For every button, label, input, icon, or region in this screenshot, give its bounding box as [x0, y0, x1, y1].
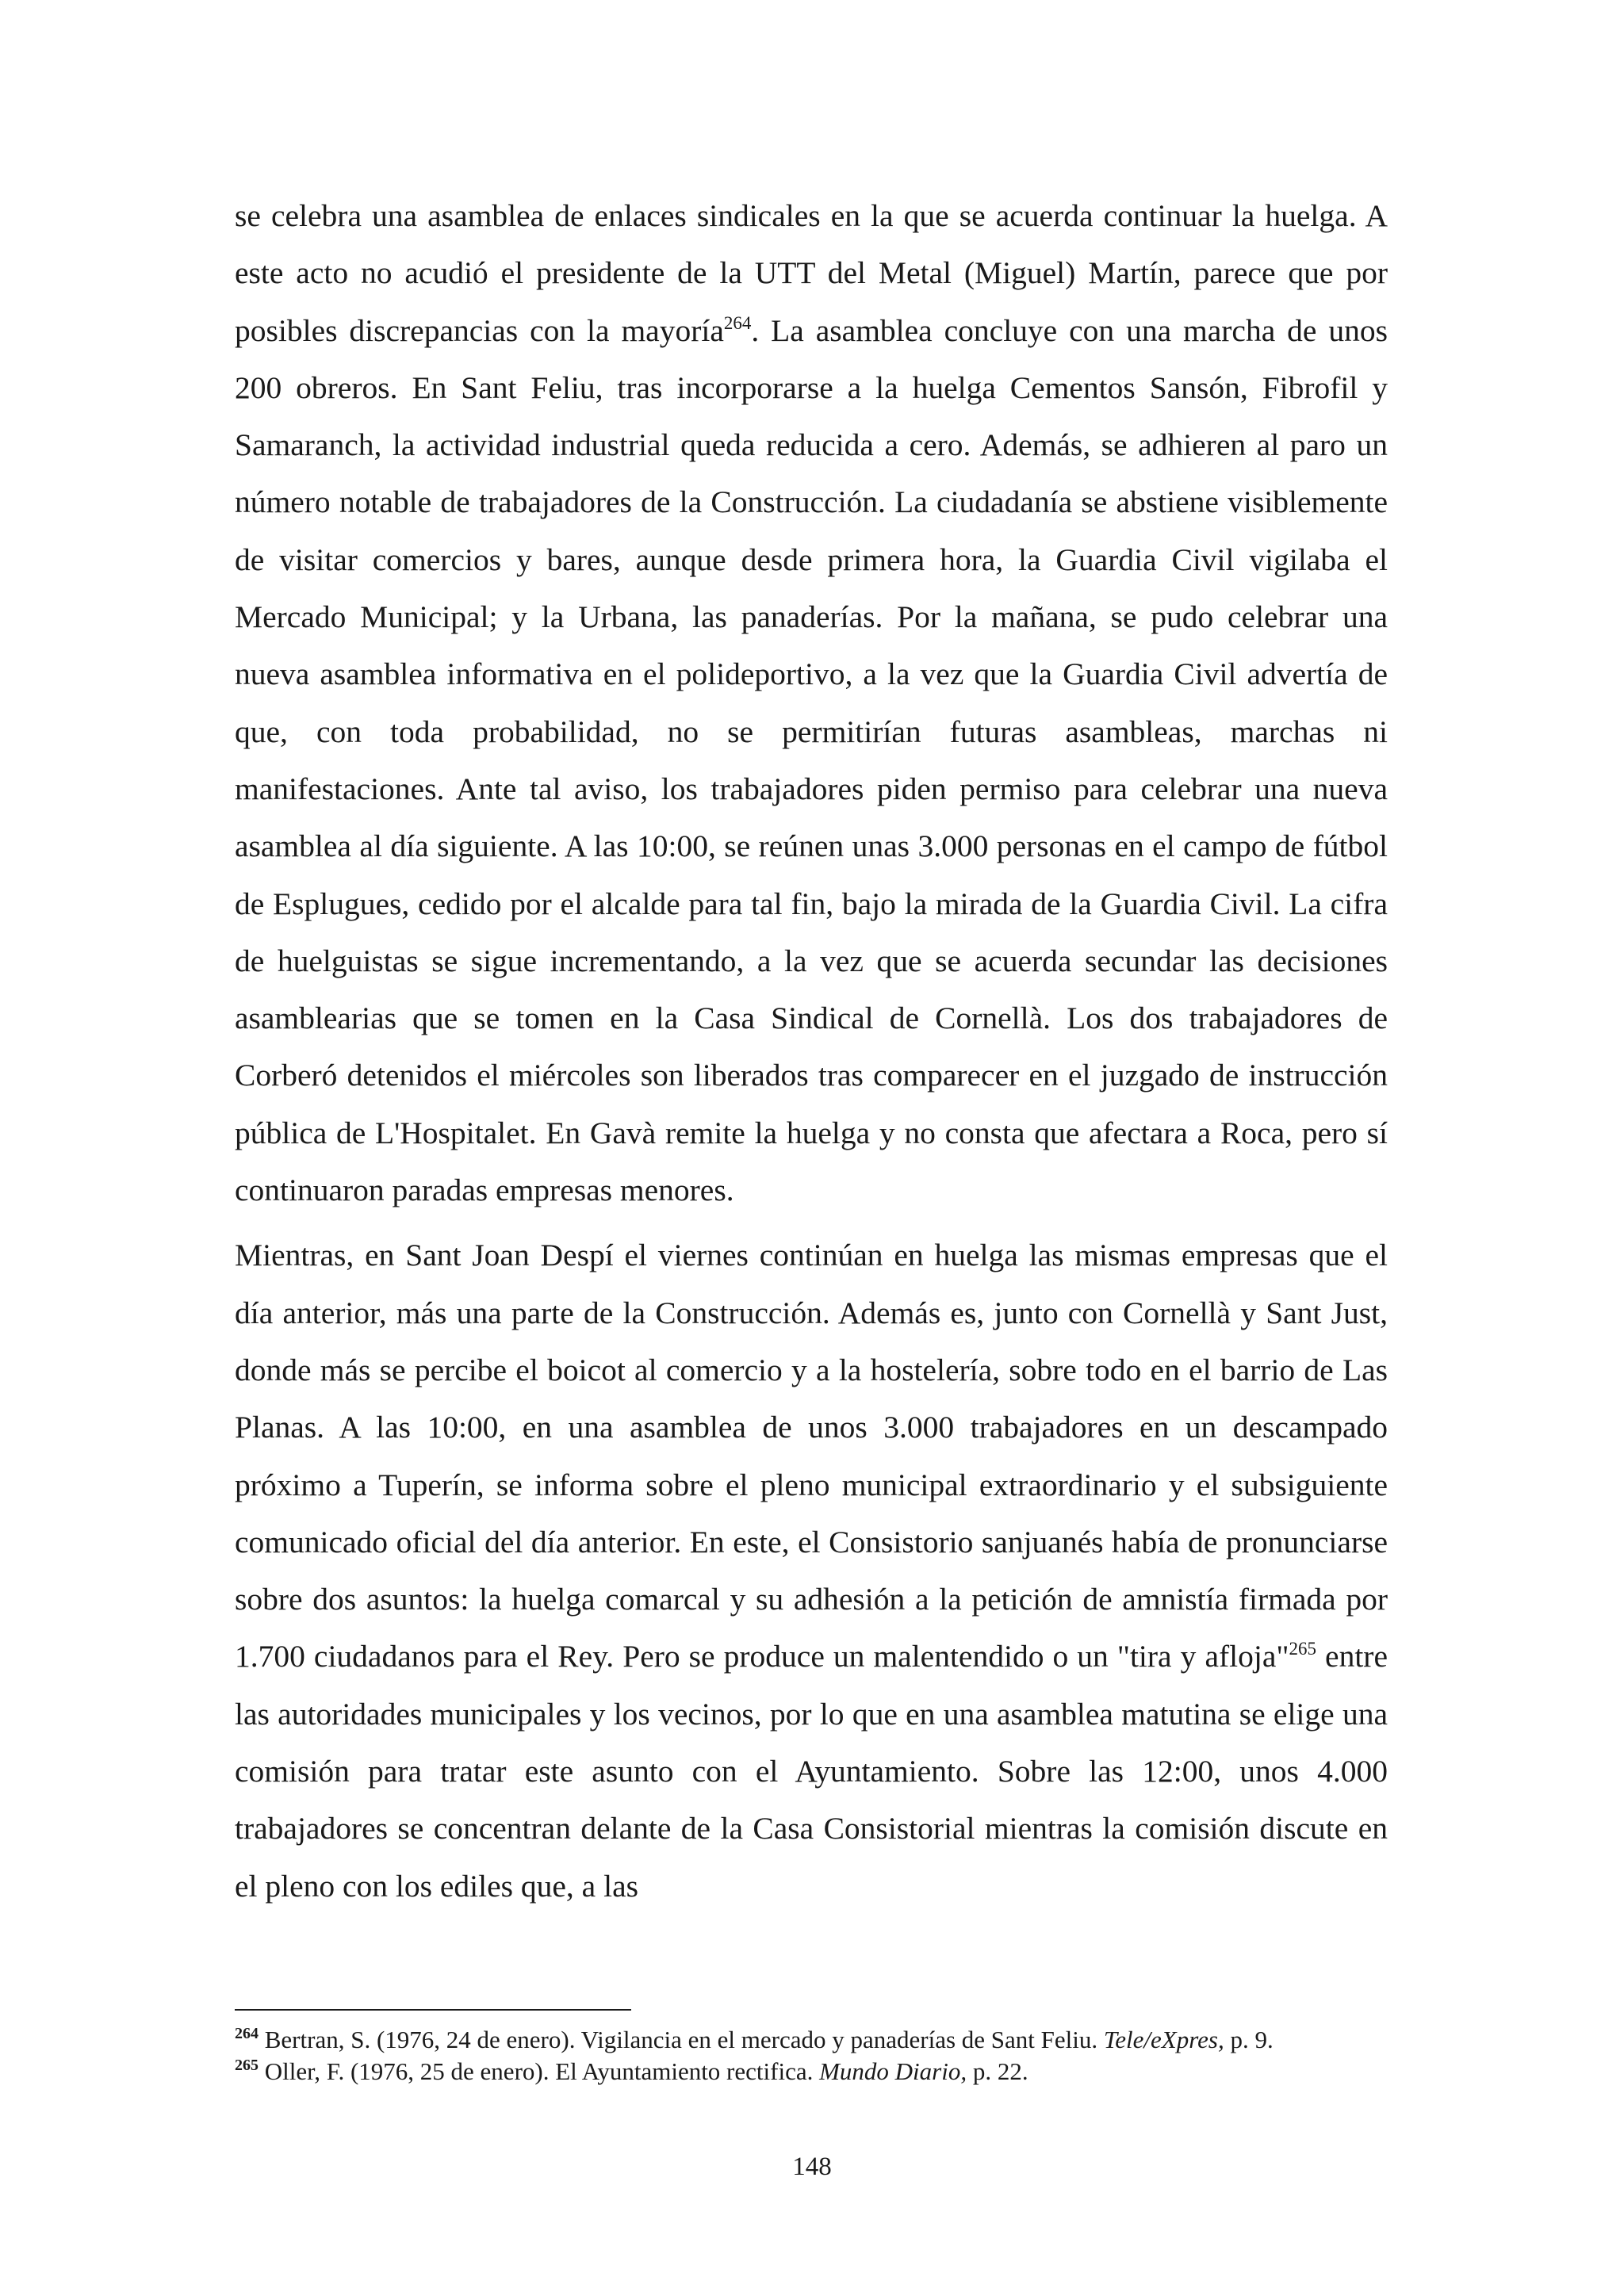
paragraph-2-text-b: entre las autoridades municipales y los vecinos, por lo que en una asamblea matutina se elige una comisión para tratar este asunto con el Ayuntamiento. Sobre las 12:00, unos 4.000 trabajadores se concentran delante de la Casa Consistorial mientras la comisión discute en el pleno con los ediles que, a las	[235, 1639, 1388, 1904]
footnote-text: Bertran, S. (1976, 24 de enero). Vigilancia en el mercado y panaderías de Sant Feliu.	[259, 2026, 1104, 2053]
footnotes	[235, 2024, 1388, 2087]
paragraph-1-text-a: se celebra una asamblea de enlaces sindicales en la que se acuerda continuar la huelga. A este acto no acudió el presidente de la UTT del Metal (Miguel) Martín, parece que por posibles discrepancias con la mayoría	[235, 198, 1388, 348]
paragraph-2	[235, 1226, 1388, 1915]
footnote-ref-264[interactable]: 264	[723, 312, 752, 333]
paragraph-2-text-a: Mientras, en Sant Joan Despí el viernes continúan en huelga las mismas empresas que el día anterior, más una parte de la Construcción. Además es, junto con Cornellà y Sant Just, donde más se percibe el boicot al comercio y a la hostelería, sobre todo en el barrio de Las Planas. A las 10:00, en una asamblea de unos 3.000 trabajadores en un descampado próximo a Tuperín, se informa sobre el pleno municipal extraordinario y el subsiguiente comunicado oficial del día anterior. En este, el Consistorio sanjuanés había de pronunciarse sobre dos asuntos: la huelga comarcal y su adhesión a la petición de amnistía firmada por 1.700 ciudadanos para el Rey. Pero se produce un malentendido o un "tira y afloja"	[235, 1238, 1388, 1674]
footnote-source: Tele/eXpres,	[1103, 2026, 1224, 2053]
footnote-text: Oller, F. (1976, 25 de enero). El Ayuntamiento rectifica.	[259, 2057, 820, 2085]
footnote-separator	[235, 2009, 631, 2011]
footnote-ref-265[interactable]: 265	[1289, 1639, 1316, 1659]
body-text	[235, 187, 1388, 1915]
footnote-264	[235, 2024, 1388, 2056]
page-number: 148	[792, 2152, 832, 2181]
footnote-265	[235, 2056, 1388, 2087]
paragraph-1-text-b: . La asamblea concluye con una marcha de unos 200 obreros. En Sant Feliu, tras incorporarse a la huelga Cementos Sansón, Fibrofil y Samaranch, la actividad industrial queda reducida a cero. Además, se adhieren al paro un número notable de trabajadores de la Construcción. La ciudadanía se abstiene visiblemente de visitar comercios y bares, aunque desde primera hora, la Guardia Civil vigilaba el Mercado Municipal; y la Urbana, las panaderías. Por la mañana, se pudo celebrar una nueva asamblea informativa en el polideportivo, a la vez que la Guardia Civil advertía de que, con toda probabilidad, no se permitirían futuras asambleas, marchas ni manifestaciones. Ante tal aviso, los trabajadores piden permiso para celebrar una nueva asamblea al día siguiente. A las 10:00, se reúnen unas 3.000 personas en el campo de fútbol de Esplugues, cedido por el alcalde para tal fin, bajo la mirada de la Guardia Civil. La cifra de huelguistas se sigue incrementando, a la vez que se acuerda secundar las decisiones asamblearias que se tomen en la Casa Sindical de Cornellà. Los dos trabajadores de Corberó detenidos el miércoles son liberados tras comparecer en el juzgado de instrucción pública de L'Hospitalet. En Gavà remite la huelga y no consta que afectara a Roca, pero sí continuaron paradas empresas menores.	[235, 312, 1388, 1208]
footnote-page: p. 22.	[967, 2057, 1028, 2085]
footnote-number: 265	[235, 2057, 259, 2074]
paragraph-1	[235, 187, 1388, 1219]
footnote-page: p. 9.	[1224, 2026, 1274, 2053]
footnote-number: 264	[235, 2025, 259, 2042]
footnote-source: Mundo Diario,	[819, 2057, 967, 2085]
